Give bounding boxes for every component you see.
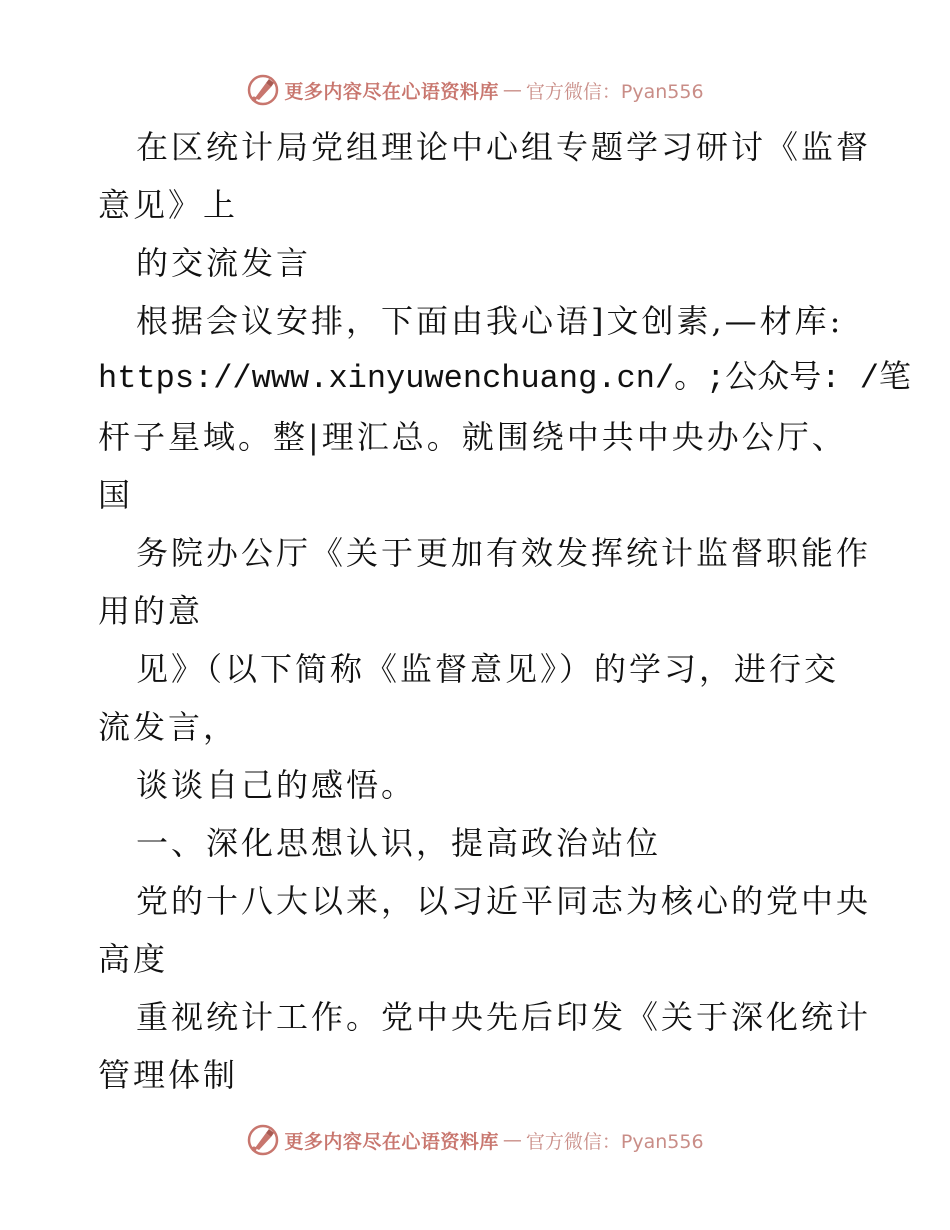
body-line: 党的十八大以来，以习近平同志为核心的党中央: [136, 882, 872, 920]
body-line: 国: [98, 476, 134, 514]
watermark-text: 更多内容尽在心语资料库: [284, 1130, 499, 1153]
watermark-dash: —: [502, 1129, 522, 1151]
body-line: 高度: [98, 940, 169, 978]
pen-logo-icon: [246, 73, 280, 107]
body-line: 管理体制: [98, 1056, 239, 1094]
watermark-wechat: 官方微信：Pyan556: [525, 80, 704, 103]
body-line: 见》（以下简称《监督意见》）的学习，进行交: [136, 650, 840, 688]
body-line: 的交流发言: [136, 244, 312, 282]
body-line: 意见》上: [98, 186, 239, 224]
body-line: 根据会议安排，下面由我心语]文创素,—材库:: [136, 302, 844, 340]
section-heading: 一、深化思想认识，提高政治站位: [136, 824, 662, 862]
watermark-text: 更多内容尽在心语资料库: [284, 80, 499, 103]
watermark-wechat: 官方微信：Pyan556: [525, 1130, 704, 1153]
body-line: 在区统计局党组理论中心组专题学习研讨《监督: [136, 128, 872, 166]
document-body: [98, 118, 911, 1104]
watermark-dash: —: [502, 79, 522, 101]
footer-watermark: [0, 1120, 950, 1160]
header-watermark: [0, 70, 950, 110]
body-line: 重视统计工作。党中央先后印发《关于深化统计: [136, 998, 872, 1036]
body-line: 杆子星域。整|理汇总。就围绕中共中央办公厅、: [98, 418, 847, 456]
body-line: 用的意: [98, 592, 204, 630]
pen-logo-icon: [246, 1123, 280, 1157]
body-line: 务院办公厅《关于更加有效发挥统计监督职能作: [136, 534, 872, 572]
body-line-url: https://www.xinyuwenchuang.cn/。;公众号: /笔: [98, 360, 911, 397]
body-line: 谈谈自己的感悟。: [136, 766, 417, 804]
body-line: 流发言，: [98, 708, 239, 746]
